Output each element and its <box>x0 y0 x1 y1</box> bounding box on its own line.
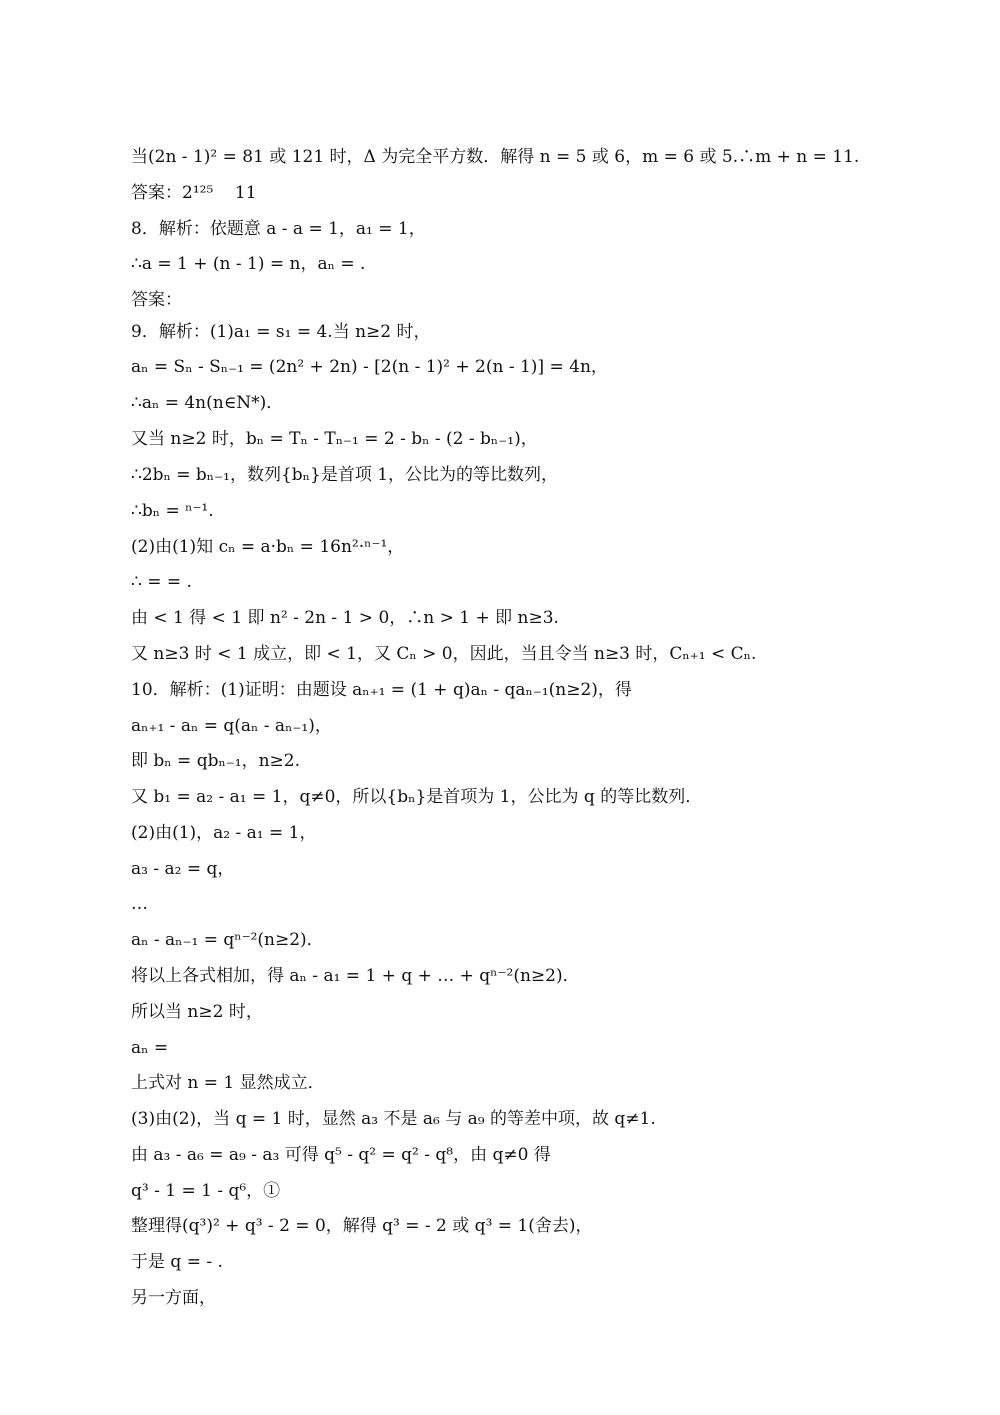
text-line: q³ - 1 = 1 - q⁶，① <box>131 1181 281 1201</box>
text-line: 所以当 n≥2 时， <box>131 1002 263 1022</box>
text-line: 即 bₙ = qbₙ₋₁，n≥2. <box>131 751 301 771</box>
text-line: 由 a₃ - a₆ = a₉ - a₃ 可得 q⁵ - q² = q² - q⁸，由 q≠0 得 <box>131 1145 551 1165</box>
text-line: aₙ = Sₙ - Sₙ₋₁ = (2n² + 2n) - [2(n - 1)² + 2(n - 1)] = 4n， <box>131 357 608 377</box>
text-line: 又当 n≥2 时，bₙ = Tₙ - Tₙ₋₁ = 2 - bₙ - (2 - bₙ₋₁)， <box>131 429 538 449</box>
text-line: aₙ - aₙ₋₁ = qⁿ⁻²(n≥2)． <box>131 930 324 950</box>
text-line: aₙ = <box>131 1038 169 1058</box>
text-line: ∴ = = . <box>131 572 192 592</box>
text-line: … <box>131 894 148 914</box>
text-line: ∴2bₙ = bₙ₋₁，数列{bₙ}是首项 1，公比为的等比数列， <box>131 465 559 485</box>
text-line: 于是 q = - . <box>131 1252 223 1272</box>
text-line: 当(2n - 1)² = 81 或 121 时，Δ 为完全平方数．解得 n = 5 或 6，m = 6 或 5.∴m + n = 11. <box>131 147 860 167</box>
text-line: aₙ₊₁ - aₙ = q(aₙ - aₙ₋₁)， <box>131 716 332 736</box>
text-line: ∴a = 1 + (n - 1) = n，aₙ = . <box>131 254 366 274</box>
text-line: a₃ - a₂ = q， <box>131 859 235 879</box>
text-line: 整理得(q³)² + q³ - 2 = 0，解得 q³ = - 2 或 q³ = 1(舍去)， <box>131 1216 593 1236</box>
text-line: 另一方面， <box>131 1288 216 1308</box>
text-line: 由 < 1 得 < 1 即 n² - 2n - 1 > 0，∴n > 1 + 即 n≥3. <box>131 608 559 628</box>
text-line: (2)由(1)知 cₙ = a·bₙ = 16n²·ⁿ⁻¹， <box>131 537 405 557</box>
text-line: 答案： <box>131 290 182 310</box>
text-line: 答案：2¹²⁵ 11 <box>131 183 257 203</box>
text-line: 又 b₁ = a₂ - a₁ = 1，q≠0，所以{bₙ}是首项为 1，公比为 q 的等比数列． <box>131 787 703 807</box>
text-line: 8．解析：依题意 a - a = 1，a₁ = 1， <box>131 219 426 239</box>
text-line: 10．解析：(1)证明：由题设 aₙ₊₁ = (1 + q)aₙ - qaₙ₋₁(n≥2)，得 <box>131 680 632 700</box>
text-line: 又 n≥3 时 < 1 成立，即 < 1，又 Cₙ > 0，因此，当且令当 n≥3 时，Cₙ₊₁ < Cₙ. <box>131 644 757 664</box>
text-line: (3)由(2)，当 q = 1 时，显然 a₃ 不是 a₆ 与 a₉ 的等差中项，故 q≠1. <box>131 1109 656 1129</box>
text-line: ∴bₙ = ⁿ⁻¹. <box>131 501 214 521</box>
text-line: 将以上各式相加，得 aₙ - a₁ = 1 + q + … + qⁿ⁻²(n≥2)． <box>131 966 580 986</box>
text-line: ∴aₙ = 4n(n∈N*)． <box>131 393 284 413</box>
text-line: (2)由(1)，a₂ - a₁ = 1， <box>131 823 317 843</box>
text-line: 上式对 n = 1 显然成立． <box>131 1073 325 1093</box>
text-line: 9．解析：(1)a₁ = s₁ = 4.当 n≥2 时， <box>131 322 431 342</box>
